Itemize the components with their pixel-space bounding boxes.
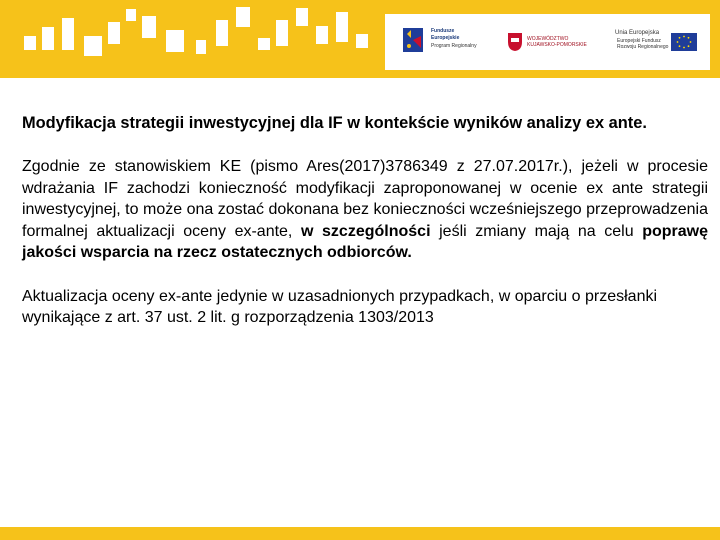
logo-fe-line1: Fundusze (431, 28, 455, 34)
decor-block (356, 34, 368, 48)
eu-funds-stars-icon (401, 26, 425, 54)
logo-wojewodztwo (505, 14, 600, 70)
footer-band (0, 527, 720, 540)
decor-block (108, 22, 120, 44)
logo-fe-line3: Program Regionalny (431, 43, 477, 49)
emphasis-text: w szczególności (300, 222, 431, 240)
decor-block (84, 36, 102, 56)
paragraph-text: jeśli zmiany mają na celu (430, 222, 643, 240)
decor-block (142, 16, 156, 38)
logo-ue-line3: Rozwoju Regionalnego (617, 44, 669, 50)
decor-block (216, 20, 228, 46)
logo-fundusze-europejskie (393, 14, 503, 70)
decor-block (42, 27, 54, 50)
emphasis-text: poprawę jakości wsparcia na rzecz ostatecznych odbiorców. (22, 222, 708, 261)
slide-content (22, 113, 708, 329)
paragraph-stanowisko-ke (22, 156, 708, 264)
logo-ue-line1: Unia Europejska (615, 30, 660, 36)
decor-block (166, 30, 184, 52)
decor-block (276, 20, 288, 46)
decor-block (196, 40, 206, 54)
decor-block (236, 7, 250, 27)
slide-title: Modyfikacja strategii inwestycyjnej dla IF w kontekście wyników analizy ex ante. (22, 114, 647, 132)
logo-woj-line2: KUJAWSKO-POMORSKIE (527, 42, 587, 48)
paragraph-aktualizacja: Aktualizacja oceny ex-ante jedynie w uzasadnionych przypadkach, w oparciu o przesłanki wynikające z art. 37 ust. 2 lit. g rozporządzenia 1303/2013 (22, 287, 658, 326)
logo-ue-line2: Europejski Fundusz (617, 38, 661, 44)
decor-block (316, 26, 328, 44)
decor-block (296, 8, 308, 26)
logo-unia-europejska (605, 14, 705, 70)
regional-crest-icon (507, 32, 523, 52)
decor-block (258, 38, 270, 50)
logo-bar (385, 14, 710, 70)
decor-block (24, 36, 36, 50)
logo-fe-line2: Europejskie (431, 35, 460, 41)
header-band (0, 0, 720, 78)
decor-block (336, 12, 348, 42)
paragraph-text: Zgodnie ze stanowiskiem KE (pismo Ares(2017)3786349 z 27.07.2017r.), jeżeli w procesie wdrażania IF zachodzi konieczność modyfikacji zaproponowanej w ocenie ex ante strategii inwestycyjnej, to może ona zostać dokonana bez konieczności wcześniejszego przeprowadzenia formalnej aktualizacji oceny ex-ante, (22, 158, 708, 240)
logo-woj-line1: WOJEWÓDZTWO (527, 36, 569, 42)
eu-flag-icon (671, 33, 697, 51)
decor-block (62, 18, 74, 50)
decor-block (126, 9, 136, 21)
